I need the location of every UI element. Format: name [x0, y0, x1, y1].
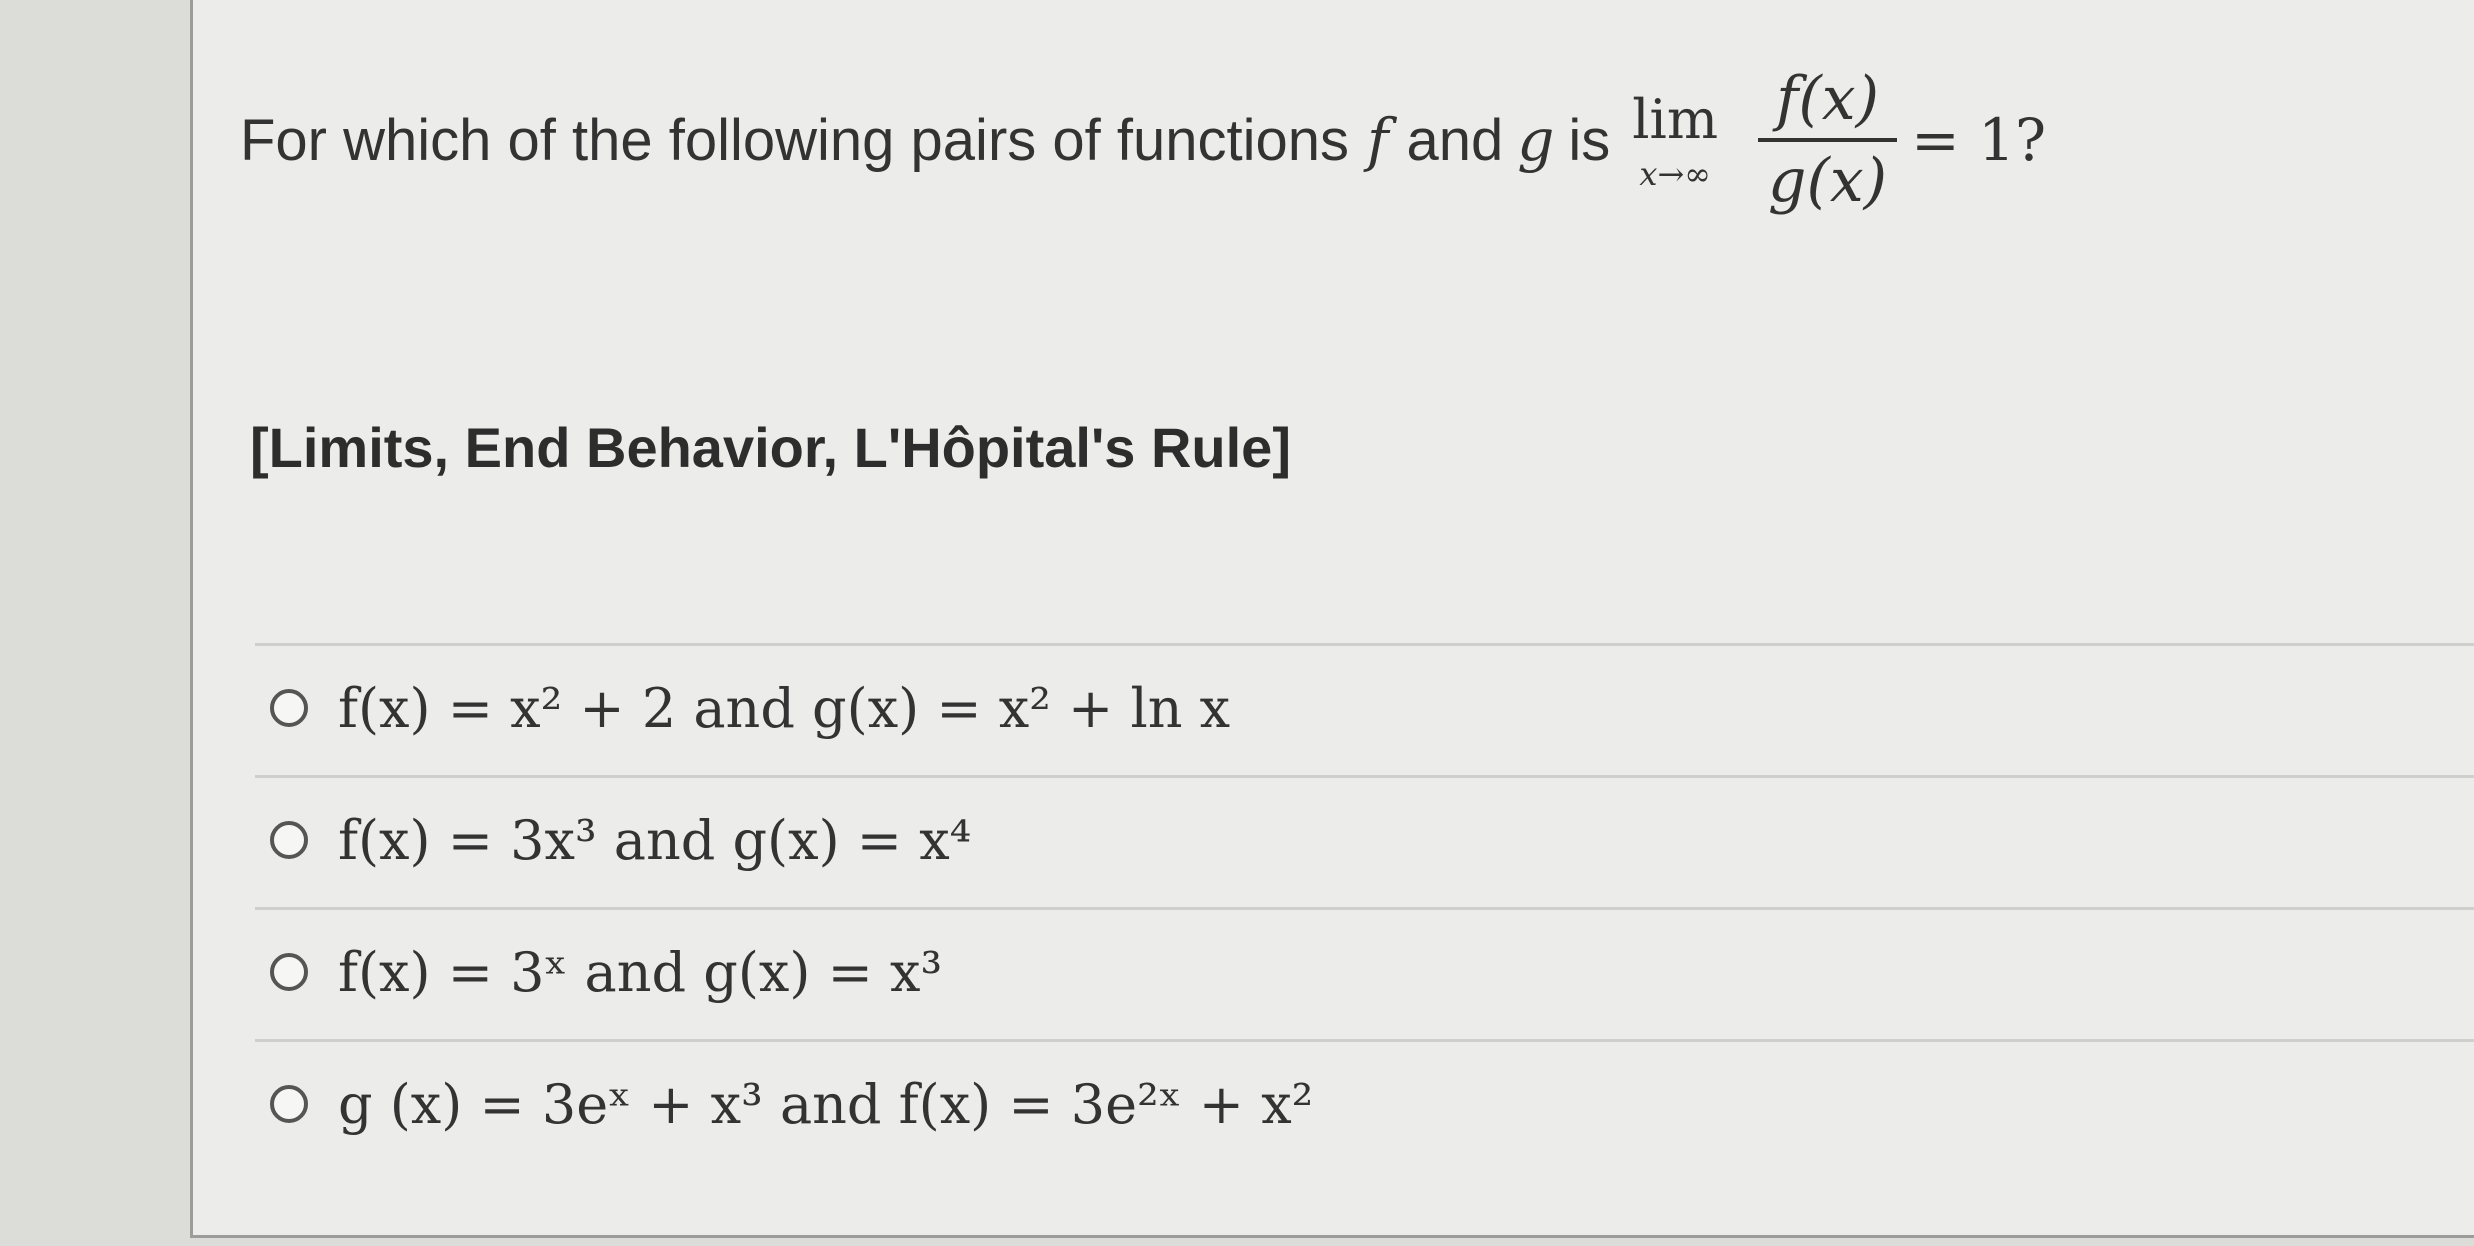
answer-option-2[interactable]: [270, 785, 2370, 895]
radio-button[interactable]: [270, 953, 308, 991]
divider: [255, 775, 2474, 778]
option-label: f(x) = 3x³ and g(x) = x⁴: [338, 808, 972, 872]
radio-button[interactable]: [270, 821, 308, 859]
divider: [255, 907, 2474, 910]
answer-option-1[interactable]: [270, 653, 2370, 763]
option-label: f(x) = 3ˣ and g(x) = x³: [338, 940, 943, 1004]
fraction-bar: [1758, 138, 1897, 142]
fraction-denominator: g(x): [1768, 146, 1888, 216]
limit-word: lim: [1632, 87, 1719, 151]
divider: [255, 1039, 2474, 1042]
option-label: f(x) = x² + 2 and g(x) = x² + ln x: [338, 676, 1231, 740]
question-is: is: [1568, 107, 1611, 173]
radio-button[interactable]: [270, 1085, 308, 1123]
answer-option-3[interactable]: [270, 917, 2370, 1027]
topic-tags: [Limits, End Behavior, L'Hôpital's Rule]: [250, 416, 1291, 479]
question-prefix: For which of the following pairs of functions: [240, 107, 1349, 173]
divider: [255, 643, 2474, 646]
limit-subscript: x→∞: [1639, 154, 1711, 193]
question-g: g: [1517, 106, 1555, 174]
radio-button[interactable]: [270, 689, 308, 727]
question-suffix: = 1?: [1911, 106, 2047, 174]
fraction-numerator: f(x): [1776, 64, 1879, 134]
question-text: [240, 40, 2240, 240]
question-and: and: [1406, 107, 1504, 173]
option-label: g (x) = 3eˣ + x³ and f(x) = 3e²ˣ + x²: [338, 1072, 1314, 1136]
answer-option-4[interactable]: [270, 1049, 2370, 1159]
limit-fraction: [1758, 64, 1897, 216]
question-f: f: [1367, 106, 1389, 174]
limit-operator: [1632, 88, 1718, 193]
